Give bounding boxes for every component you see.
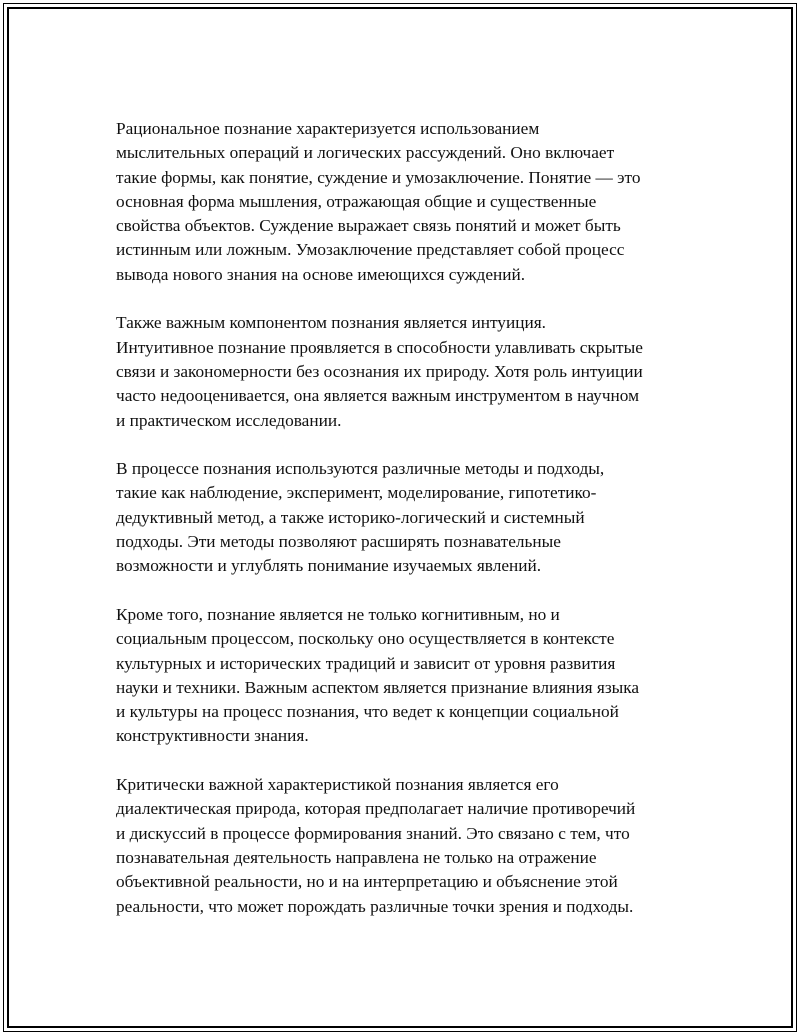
paragraph-intuition: Также важным компонентом познания является интуиция. Интуитивное познание проявляется в способности улавливать скрытые связи и закономерности без осознания их природу. Хотя роль интуиции часто недооценивается, она является важным инструментом в научном и практическом исследовании. [116,313,643,430]
paragraph-methods: В процессе познания используются различные методы и подходы, такие как наблюдение, эксперимент, моделирование, гипотетико- дедуктивный метод, а также историко-логический и системный подходы. Эти методы позволяют расширять познавательные возможности и углублять понимание изучаемых явлений. [116,459,605,576]
paragraph-social-process: Кроме того, познание является не только когнитивным, но и социальным процессом, поскольку оно осуществляется в контексте культурных и исторических традиций и зависит от уровня развития науки и техники. Важным аспектом является признание влияния языка и культуры на процесс познания, что ведет к концепции социальной конструктивности знания. [116,604,640,746]
paragraph-rational-cognition: Рациональное познание характеризуется использованием мыслительных операций и логических рассуждений. Оно включает такие формы, как понятие, суждение и умозаключение. Понятие — это основная форма мышления, отражающая общие и существенные свойства объектов. Суждение выражает связь понятий и может быть истинным или ложным. Умозаключение представляет собой процесс вывода нового знания на основе имеющихся суждений. [116,119,641,284]
document-body [116,117,694,943]
document-page [3,3,797,1032]
paragraph-dialectical-nature: Критически важной характеристикой познания является его диалектическая природа, которая предполагает наличие противоречий и дискуссий в процессе формирования знаний. Это связано с тем, что познавательная деятельность направлена не только на отражение объективной реальности, но и на интерпретацию и объяснение этой реальности, что может порождать различные точки зрения и подходы. [116,775,636,916]
